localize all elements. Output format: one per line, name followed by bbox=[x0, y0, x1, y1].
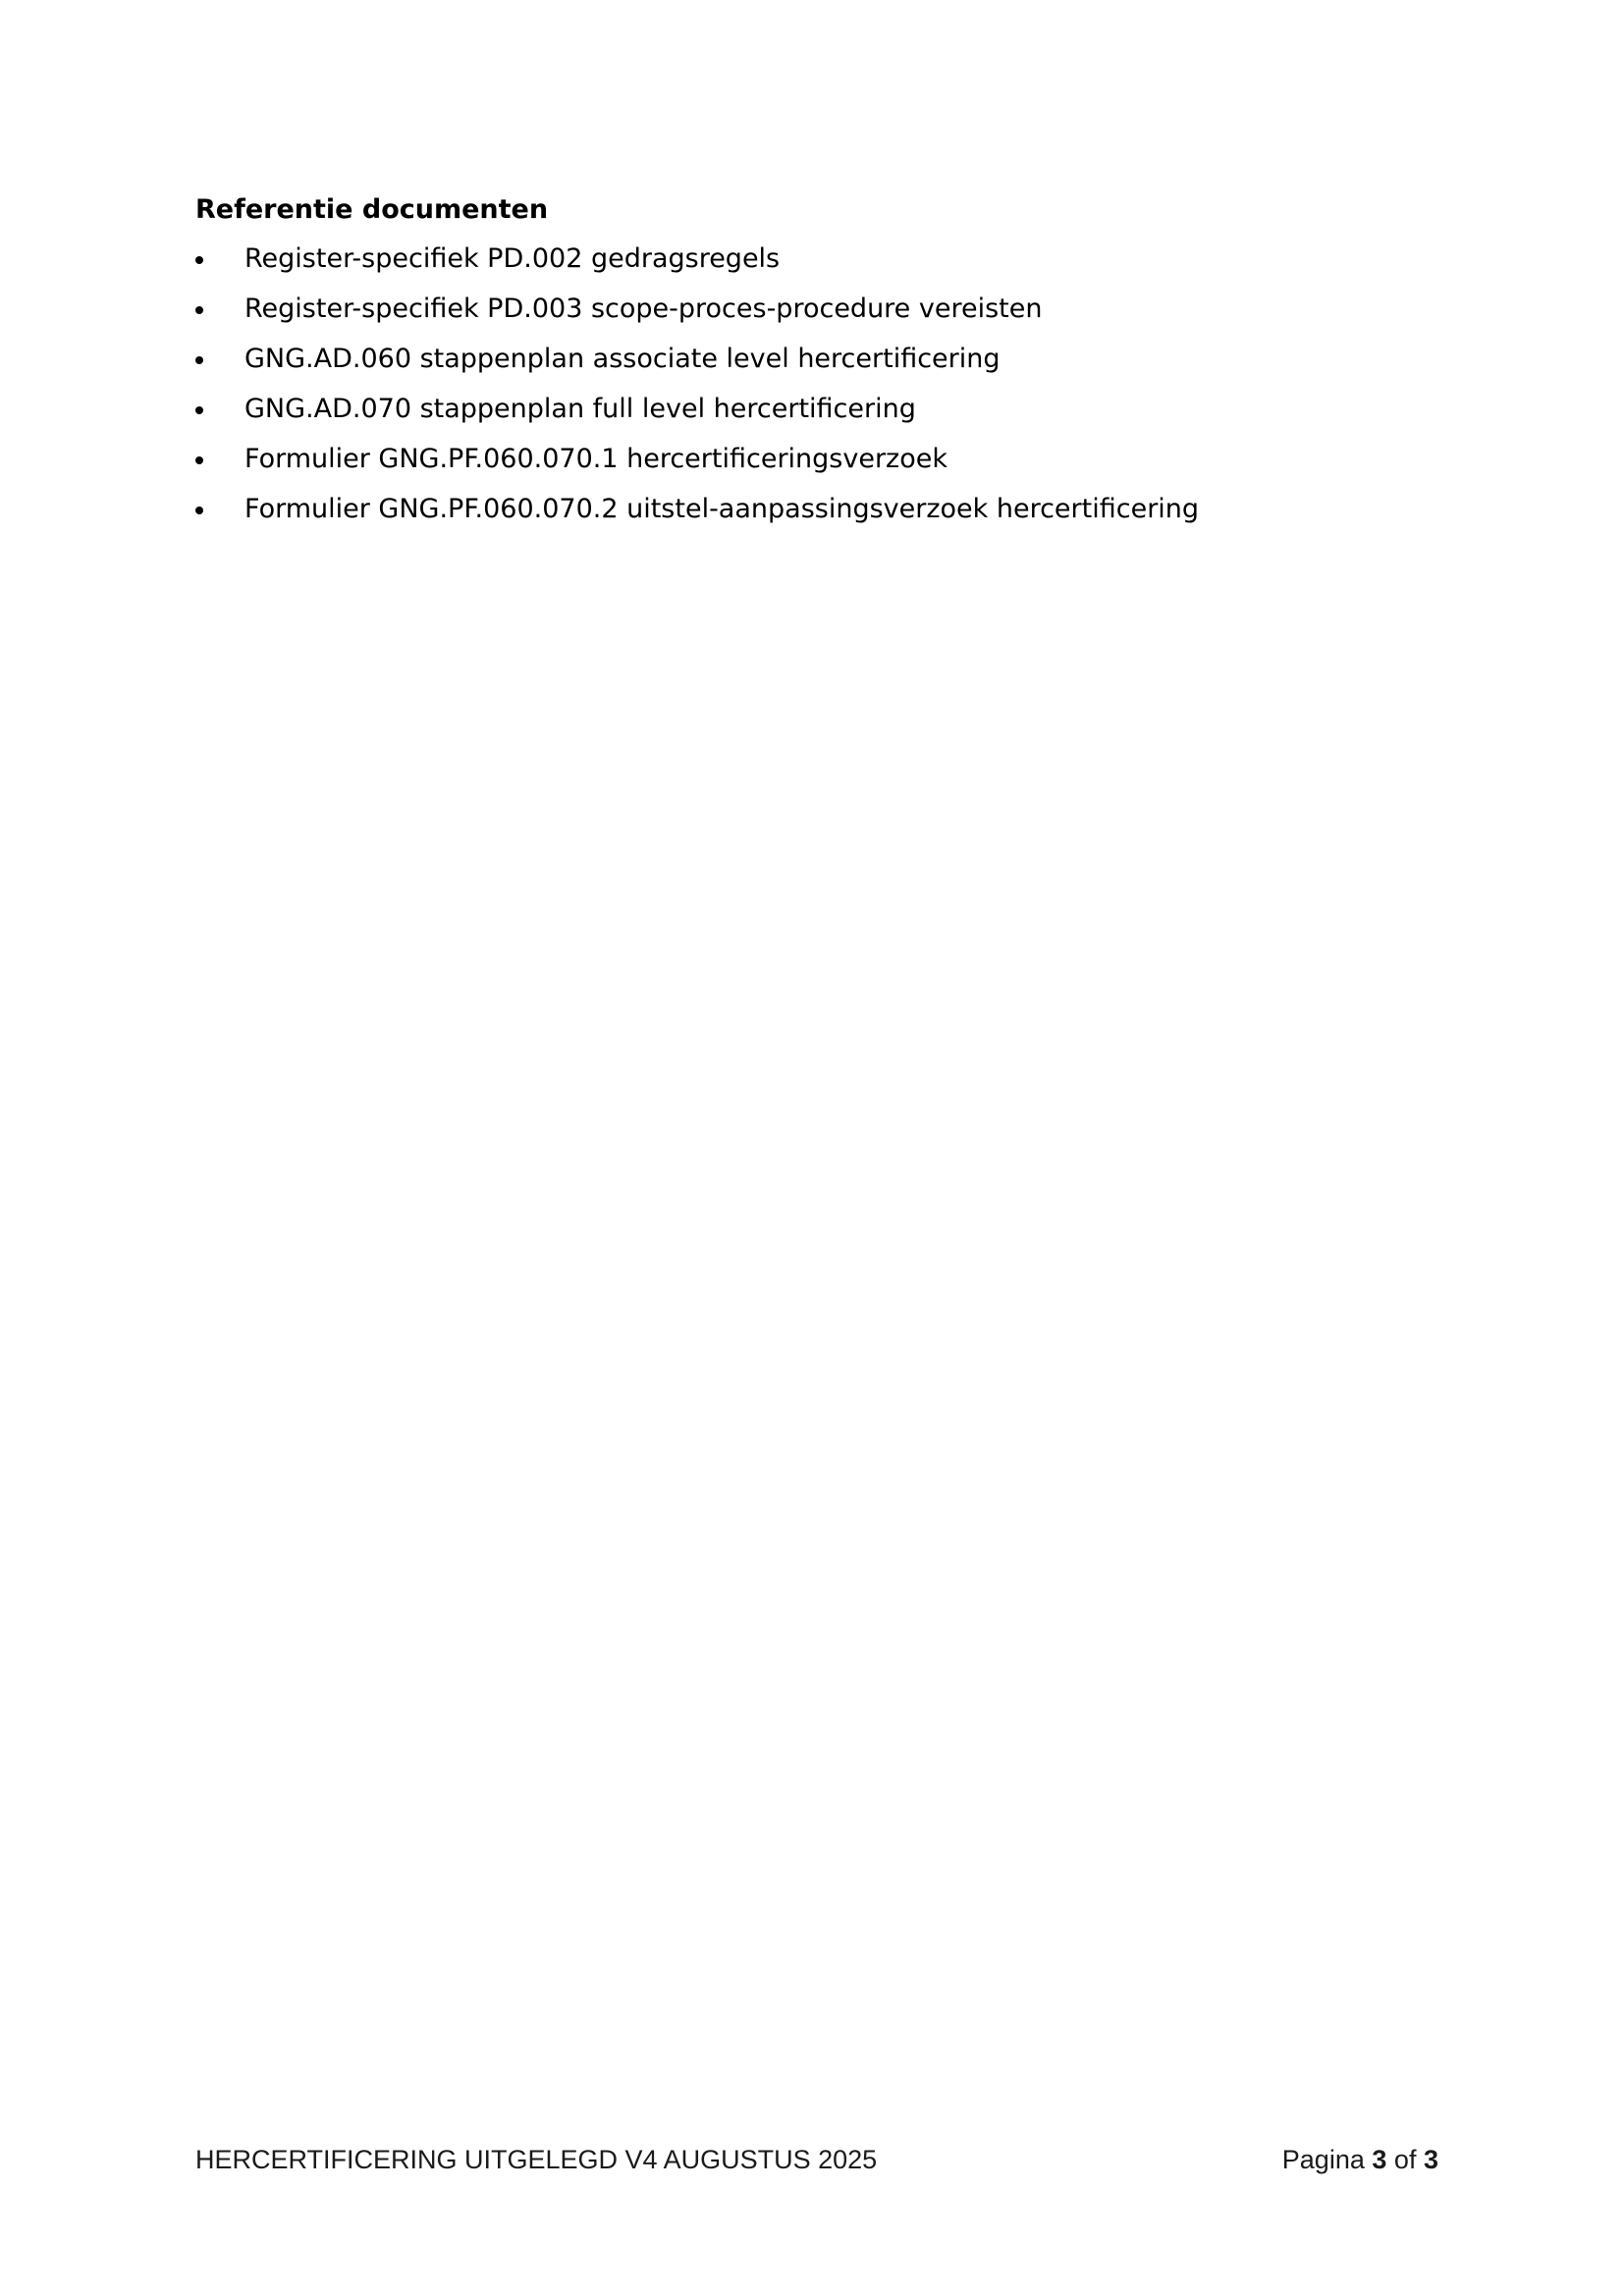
document-body bbox=[195, 192, 1452, 542]
section-heading: Referentie documenten bbox=[195, 194, 549, 225]
list-item-text: Register-specifiek PD.003 scope-proces-procedure vereisten bbox=[244, 294, 1043, 324]
page-footer bbox=[195, 2142, 1438, 2177]
page-total: 3 bbox=[1423, 2145, 1438, 2174]
footer-title: HERCERTIFICERING UITGELEGD V4 AUGUSTUS 2025 bbox=[195, 2145, 878, 2174]
page-number bbox=[1282, 2142, 1438, 2177]
list-item bbox=[195, 241, 1452, 277]
list-item bbox=[195, 392, 1452, 427]
list-item bbox=[195, 492, 1452, 527]
bullet-icon bbox=[195, 256, 203, 264]
page-current: 3 bbox=[1372, 2145, 1387, 2174]
list-item-text: GNG.AD.060 stappenplan associate level hercertificering bbox=[244, 344, 1001, 374]
list-item bbox=[195, 342, 1452, 377]
page-label: Pagina bbox=[1281, 2145, 1365, 2174]
list-item bbox=[195, 292, 1452, 327]
bullet-icon bbox=[195, 406, 203, 414]
list-item-text: Register-specifiek PD.002 gedragsregels bbox=[244, 243, 781, 274]
reference-list bbox=[195, 241, 1452, 527]
bullet-icon bbox=[195, 507, 203, 514]
page-of-label: of bbox=[1393, 2145, 1417, 2174]
list-item-text: GNG.AD.070 stappenplan full level hercertificering bbox=[244, 394, 916, 424]
list-item bbox=[195, 442, 1452, 477]
bullet-icon bbox=[195, 356, 203, 364]
list-item-text: Formulier GNG.PF.060.070.2 uitstel-aanpassingsverzoek hercertificering bbox=[244, 494, 1200, 524]
bullet-icon bbox=[195, 306, 203, 314]
list-item-text: Formulier GNG.PF.060.070.1 hercertificeringsverzoek bbox=[244, 444, 947, 474]
bullet-icon bbox=[195, 456, 203, 464]
